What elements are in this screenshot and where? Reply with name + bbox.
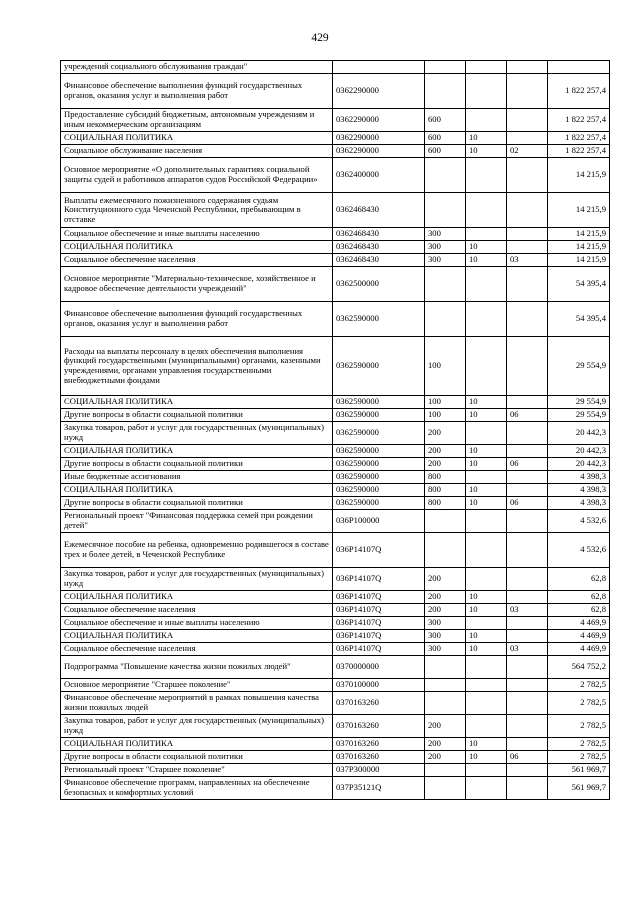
cell-section: 10 bbox=[466, 643, 507, 656]
cell-name: Социальное обеспечение населения bbox=[61, 604, 333, 617]
cell-amount: 2 782,5 bbox=[548, 751, 610, 764]
cell-subsection bbox=[507, 777, 548, 800]
cell-name: Закупка товаров, работ и услуг для государственных (муниципальных) нужд bbox=[61, 715, 333, 738]
cell-subsection bbox=[507, 715, 548, 738]
cell-expense-type bbox=[425, 74, 466, 109]
table-row bbox=[61, 533, 610, 568]
cell-subsection bbox=[507, 158, 548, 193]
table-row bbox=[61, 396, 610, 409]
table-row bbox=[61, 764, 610, 777]
cell-section: 10 bbox=[466, 241, 507, 254]
cell-expense-type bbox=[425, 510, 466, 533]
cell-expense-type bbox=[425, 764, 466, 777]
cell-amount: 29 554,9 bbox=[548, 396, 610, 409]
table-row bbox=[61, 145, 610, 158]
cell-target-code: 0362468430 bbox=[333, 193, 425, 228]
cell-target-code: 036P100000 bbox=[333, 510, 425, 533]
cell-expense-type: 200 bbox=[425, 422, 466, 445]
cell-expense-type: 800 bbox=[425, 471, 466, 484]
cell-amount: 1 822 257,4 bbox=[548, 109, 610, 132]
cell-expense-type bbox=[425, 692, 466, 715]
cell-subsection bbox=[507, 302, 548, 337]
cell-subsection: 06 bbox=[507, 497, 548, 510]
cell-expense-type: 200 bbox=[425, 751, 466, 764]
cell-amount: 4 469,9 bbox=[548, 643, 610, 656]
cell-target-code: 036P14107Q bbox=[333, 591, 425, 604]
cell-target-code: 036P14107Q bbox=[333, 643, 425, 656]
cell-subsection bbox=[507, 568, 548, 591]
cell-expense-type: 200 bbox=[425, 568, 466, 591]
cell-section bbox=[466, 193, 507, 228]
table-row bbox=[61, 74, 610, 109]
cell-target-code: 036P14107Q bbox=[333, 617, 425, 630]
cell-name: Другие вопросы в области социальной политики bbox=[61, 497, 333, 510]
cell-section bbox=[466, 61, 507, 74]
cell-amount: 20 442,3 bbox=[548, 445, 610, 458]
cell-section: 10 bbox=[466, 409, 507, 422]
cell-section bbox=[466, 777, 507, 800]
cell-expense-type: 200 bbox=[425, 738, 466, 751]
cell-section bbox=[466, 510, 507, 533]
cell-name: Социальное обеспечение населения bbox=[61, 643, 333, 656]
cell-target-code: 0362590000 bbox=[333, 409, 425, 422]
cell-amount: 29 554,9 bbox=[548, 337, 610, 396]
cell-name: СОЦИАЛЬНАЯ ПОЛИТИКА bbox=[61, 738, 333, 751]
cell-expense-type bbox=[425, 777, 466, 800]
table-row bbox=[61, 132, 610, 145]
table-row bbox=[61, 228, 610, 241]
table-row bbox=[61, 109, 610, 132]
cell-name: Закупка товаров, работ и услуг для государственных (муниципальных) нужд bbox=[61, 422, 333, 445]
cell-expense-type: 100 bbox=[425, 396, 466, 409]
cell-subsection: 03 bbox=[507, 254, 548, 267]
cell-subsection: 02 bbox=[507, 145, 548, 158]
cell-amount bbox=[548, 61, 610, 74]
cell-section bbox=[466, 267, 507, 302]
cell-section bbox=[466, 764, 507, 777]
table-row bbox=[61, 458, 610, 471]
cell-name: Основное мероприятие "Старшее поколение" bbox=[61, 679, 333, 692]
cell-name: Иные бюджетные ассигнования bbox=[61, 471, 333, 484]
cell-amount: 4 398,3 bbox=[548, 471, 610, 484]
cell-name: СОЦИАЛЬНАЯ ПОЛИТИКА bbox=[61, 630, 333, 643]
cell-target-code: 0370163260 bbox=[333, 751, 425, 764]
cell-amount: 1 822 257,4 bbox=[548, 132, 610, 145]
cell-target-code: 0362500000 bbox=[333, 267, 425, 302]
cell-amount: 62,8 bbox=[548, 591, 610, 604]
cell-amount: 62,8 bbox=[548, 568, 610, 591]
cell-amount: 1 822 257,4 bbox=[548, 145, 610, 158]
cell-expense-type: 200 bbox=[425, 445, 466, 458]
cell-name: Социальное обслуживание населения bbox=[61, 145, 333, 158]
cell-amount: 14 215,9 bbox=[548, 193, 610, 228]
cell-name: Закупка товаров, работ и услуг для государственных (муниципальных) нужд bbox=[61, 568, 333, 591]
cell-target-code: 0362590000 bbox=[333, 497, 425, 510]
table-row bbox=[61, 617, 610, 630]
cell-amount: 14 215,9 bbox=[548, 228, 610, 241]
cell-name: Региональный проект "Старшее поколение" bbox=[61, 764, 333, 777]
cell-subsection bbox=[507, 692, 548, 715]
cell-name: Финансовое обеспечение выполнения функций государственных органов, оказания услуг и выполнения работ bbox=[61, 302, 333, 337]
table-row bbox=[61, 604, 610, 617]
cell-name: Социальное обеспечение населения bbox=[61, 254, 333, 267]
cell-expense-type bbox=[425, 267, 466, 302]
table-row bbox=[61, 158, 610, 193]
table-row bbox=[61, 267, 610, 302]
table-row bbox=[61, 445, 610, 458]
cell-target-code: 036P14107Q bbox=[333, 630, 425, 643]
cell-expense-type: 800 bbox=[425, 484, 466, 497]
table-row bbox=[61, 510, 610, 533]
cell-target-code: 0362400000 bbox=[333, 158, 425, 193]
cell-section: 10 bbox=[466, 132, 507, 145]
cell-subsection bbox=[507, 445, 548, 458]
cell-expense-type: 300 bbox=[425, 617, 466, 630]
cell-subsection: 06 bbox=[507, 751, 548, 764]
cell-subsection bbox=[507, 337, 548, 396]
cell-target-code bbox=[333, 61, 425, 74]
table-row bbox=[61, 409, 610, 422]
table-row bbox=[61, 591, 610, 604]
cell-target-code: 0362590000 bbox=[333, 458, 425, 471]
cell-section bbox=[466, 228, 507, 241]
cell-section bbox=[466, 302, 507, 337]
table-row bbox=[61, 302, 610, 337]
cell-target-code: 0370163260 bbox=[333, 692, 425, 715]
cell-amount: 14 215,9 bbox=[548, 241, 610, 254]
cell-target-code: 0370000000 bbox=[333, 656, 425, 679]
cell-amount: 54 395,4 bbox=[548, 302, 610, 337]
cell-expense-type: 600 bbox=[425, 145, 466, 158]
cell-amount: 14 215,9 bbox=[548, 254, 610, 267]
cell-expense-type: 600 bbox=[425, 132, 466, 145]
cell-name: Основное мероприятие "Материально-техническое, хозяйственное и кадровое обеспечение деятельности учреждений" bbox=[61, 267, 333, 302]
cell-subsection bbox=[507, 471, 548, 484]
cell-expense-type: 100 bbox=[425, 409, 466, 422]
cell-amount: 561 969,7 bbox=[548, 764, 610, 777]
cell-target-code: 0362468430 bbox=[333, 241, 425, 254]
cell-name: СОЦИАЛЬНАЯ ПОЛИТИКА bbox=[61, 132, 333, 145]
cell-subsection bbox=[507, 267, 548, 302]
cell-name: Другие вопросы в области социальной политики bbox=[61, 751, 333, 764]
cell-subsection bbox=[507, 396, 548, 409]
budget-table bbox=[60, 60, 610, 800]
cell-section bbox=[466, 158, 507, 193]
cell-target-code: 0370163260 bbox=[333, 715, 425, 738]
cell-section bbox=[466, 617, 507, 630]
cell-expense-type bbox=[425, 533, 466, 568]
cell-expense-type: 300 bbox=[425, 228, 466, 241]
cell-amount: 561 969,7 bbox=[548, 777, 610, 800]
cell-subsection bbox=[507, 132, 548, 145]
cell-amount: 54 395,4 bbox=[548, 267, 610, 302]
cell-name: Подпрограмма "Повышение качества жизни пожилых людей" bbox=[61, 656, 333, 679]
cell-section: 10 bbox=[466, 604, 507, 617]
cell-section: 10 bbox=[466, 458, 507, 471]
cell-section bbox=[466, 656, 507, 679]
cell-name: учреждений социального обслуживания граждан" bbox=[61, 61, 333, 74]
cell-section bbox=[466, 74, 507, 109]
cell-subsection bbox=[507, 591, 548, 604]
cell-subsection bbox=[507, 109, 548, 132]
cell-expense-type: 200 bbox=[425, 604, 466, 617]
cell-expense-type: 600 bbox=[425, 109, 466, 132]
cell-section: 10 bbox=[466, 445, 507, 458]
cell-section: 10 bbox=[466, 738, 507, 751]
table-row bbox=[61, 337, 610, 396]
table-row bbox=[61, 738, 610, 751]
cell-target-code: 0362590000 bbox=[333, 302, 425, 337]
cell-name: Финансовое обеспечение выполнения функций государственных органов, оказания услуг и выполнения работ bbox=[61, 74, 333, 109]
cell-subsection bbox=[507, 422, 548, 445]
cell-name: СОЦИАЛЬНАЯ ПОЛИТИКА bbox=[61, 396, 333, 409]
cell-target-code: 0370163260 bbox=[333, 738, 425, 751]
cell-amount: 1 822 257,4 bbox=[548, 74, 610, 109]
cell-name: Основное мероприятие «О дополнительных гарантиях социальной защиты судей и работников аппаратов судов Российской Федерации» bbox=[61, 158, 333, 193]
cell-expense-type bbox=[425, 158, 466, 193]
cell-amount: 4 532,6 bbox=[548, 533, 610, 568]
table-row bbox=[61, 61, 610, 74]
table-row bbox=[61, 497, 610, 510]
cell-expense-type: 300 bbox=[425, 254, 466, 267]
table-row bbox=[61, 656, 610, 679]
table-row bbox=[61, 777, 610, 800]
cell-expense-type bbox=[425, 679, 466, 692]
cell-subsection bbox=[507, 484, 548, 497]
cell-section: 10 bbox=[466, 630, 507, 643]
table-row bbox=[61, 679, 610, 692]
cell-subsection bbox=[507, 617, 548, 630]
cell-subsection bbox=[507, 738, 548, 751]
cell-subsection bbox=[507, 630, 548, 643]
cell-section bbox=[466, 715, 507, 738]
cell-target-code: 036P14107Q bbox=[333, 533, 425, 568]
cell-subsection: 03 bbox=[507, 604, 548, 617]
cell-name: Региональный проект "Финансовая поддержка семей при рождении детей" bbox=[61, 510, 333, 533]
cell-target-code: 036P14107Q bbox=[333, 604, 425, 617]
cell-section: 10 bbox=[466, 751, 507, 764]
table-row bbox=[61, 751, 610, 764]
cell-target-code: 0362590000 bbox=[333, 337, 425, 396]
cell-section bbox=[466, 533, 507, 568]
cell-expense-type: 200 bbox=[425, 458, 466, 471]
cell-section bbox=[466, 568, 507, 591]
cell-target-code: 0370100000 bbox=[333, 679, 425, 692]
cell-expense-type: 800 bbox=[425, 497, 466, 510]
cell-subsection bbox=[507, 241, 548, 254]
cell-subsection bbox=[507, 656, 548, 679]
table-row bbox=[61, 193, 610, 228]
cell-name: Финансовое обеспечение программ, направленных на обеспечение безопасных и комфортных условий bbox=[61, 777, 333, 800]
cell-expense-type: 200 bbox=[425, 715, 466, 738]
cell-section bbox=[466, 337, 507, 396]
table-row bbox=[61, 241, 610, 254]
cell-section: 10 bbox=[466, 591, 507, 604]
cell-expense-type: 200 bbox=[425, 591, 466, 604]
cell-section bbox=[466, 422, 507, 445]
cell-target-code: 037P300000 bbox=[333, 764, 425, 777]
cell-section bbox=[466, 109, 507, 132]
cell-name: СОЦИАЛЬНАЯ ПОЛИТИКА bbox=[61, 241, 333, 254]
cell-expense-type bbox=[425, 61, 466, 74]
cell-name: СОЦИАЛЬНАЯ ПОЛИТИКА bbox=[61, 484, 333, 497]
cell-subsection bbox=[507, 533, 548, 568]
cell-amount: 4 398,3 bbox=[548, 497, 610, 510]
cell-section bbox=[466, 471, 507, 484]
table-row bbox=[61, 484, 610, 497]
cell-section: 10 bbox=[466, 484, 507, 497]
cell-subsection bbox=[507, 679, 548, 692]
cell-name: Другие вопросы в области социальной политики bbox=[61, 409, 333, 422]
cell-amount: 4 469,9 bbox=[548, 617, 610, 630]
cell-expense-type bbox=[425, 302, 466, 337]
table-row bbox=[61, 692, 610, 715]
cell-subsection: 06 bbox=[507, 409, 548, 422]
cell-amount: 2 782,5 bbox=[548, 692, 610, 715]
cell-section bbox=[466, 692, 507, 715]
cell-amount: 4 398,3 bbox=[548, 484, 610, 497]
table-row bbox=[61, 568, 610, 591]
cell-amount: 20 442,3 bbox=[548, 458, 610, 471]
table-row bbox=[61, 630, 610, 643]
cell-target-code: 0362290000 bbox=[333, 132, 425, 145]
cell-subsection bbox=[507, 193, 548, 228]
cell-subsection bbox=[507, 74, 548, 109]
cell-name: Финансовое обеспечение мероприятий в рамках повышения качества жизни пожилых людей bbox=[61, 692, 333, 715]
cell-target-code: 0362468430 bbox=[333, 228, 425, 241]
cell-expense-type: 300 bbox=[425, 241, 466, 254]
cell-section bbox=[466, 679, 507, 692]
table-row bbox=[61, 254, 610, 267]
cell-amount: 4 469,9 bbox=[548, 630, 610, 643]
cell-amount: 14 215,9 bbox=[548, 158, 610, 193]
cell-target-code: 0362468430 bbox=[333, 254, 425, 267]
cell-amount: 2 782,5 bbox=[548, 715, 610, 738]
cell-subsection bbox=[507, 228, 548, 241]
cell-subsection: 03 bbox=[507, 643, 548, 656]
cell-target-code: 0362590000 bbox=[333, 445, 425, 458]
cell-target-code: 0362290000 bbox=[333, 74, 425, 109]
cell-amount: 564 752,2 bbox=[548, 656, 610, 679]
cell-name: Предоставление субсидий бюджетным, автономным учреждениям и иным некоммерческим организациям bbox=[61, 109, 333, 132]
cell-amount: 62,8 bbox=[548, 604, 610, 617]
table-row bbox=[61, 471, 610, 484]
cell-amount: 20 442,3 bbox=[548, 422, 610, 445]
cell-amount: 29 554,9 bbox=[548, 409, 610, 422]
cell-name: Выплаты ежемесячного пожизненного содержания судьям Конституционного суда Чеченской Республики, пребывающим в отставке bbox=[61, 193, 333, 228]
cell-expense-type bbox=[425, 193, 466, 228]
cell-target-code: 0362290000 bbox=[333, 109, 425, 132]
cell-expense-type bbox=[425, 656, 466, 679]
cell-expense-type: 300 bbox=[425, 643, 466, 656]
cell-expense-type: 300 bbox=[425, 630, 466, 643]
table-row bbox=[61, 422, 610, 445]
cell-target-code: 0362590000 bbox=[333, 471, 425, 484]
cell-amount: 2 782,5 bbox=[548, 738, 610, 751]
cell-subsection bbox=[507, 510, 548, 533]
cell-target-code: 037P35121Q bbox=[333, 777, 425, 800]
table-row bbox=[61, 643, 610, 656]
cell-name: СОЦИАЛЬНАЯ ПОЛИТИКА bbox=[61, 591, 333, 604]
cell-expense-type: 100 bbox=[425, 337, 466, 396]
cell-name: Расходы на выплаты персоналу в целях обеспечения выполнения функций государственными (муниципальными) органами, казенными учреждениями, органами управления государственными внебюджетными фондами bbox=[61, 337, 333, 396]
table-row bbox=[61, 715, 610, 738]
cell-subsection bbox=[507, 764, 548, 777]
cell-name: Ежемесячное пособие на ребенка, одновременно родившегося в составе трех и более детей, в Чеченской Республике bbox=[61, 533, 333, 568]
cell-section: 10 bbox=[466, 497, 507, 510]
cell-section: 10 bbox=[466, 145, 507, 158]
cell-amount: 4 532,6 bbox=[548, 510, 610, 533]
cell-section: 10 bbox=[466, 254, 507, 267]
cell-target-code: 0362590000 bbox=[333, 484, 425, 497]
cell-subsection: 06 bbox=[507, 458, 548, 471]
cell-name: Социальное обеспечение и иные выплаты населению bbox=[61, 617, 333, 630]
budget-table-body bbox=[61, 61, 610, 800]
cell-target-code: 036P14107Q bbox=[333, 568, 425, 591]
cell-target-code: 0362290000 bbox=[333, 145, 425, 158]
cell-name: Социальное обеспечение и иные выплаты населению bbox=[61, 228, 333, 241]
cell-target-code: 0362590000 bbox=[333, 396, 425, 409]
cell-amount: 2 782,5 bbox=[548, 679, 610, 692]
cell-subsection bbox=[507, 61, 548, 74]
cell-target-code: 0362590000 bbox=[333, 422, 425, 445]
page-number: 429 bbox=[311, 32, 329, 44]
cell-section: 10 bbox=[466, 396, 507, 409]
cell-name: Другие вопросы в области социальной политики bbox=[61, 458, 333, 471]
cell-name: СОЦИАЛЬНАЯ ПОЛИТИКА bbox=[61, 445, 333, 458]
